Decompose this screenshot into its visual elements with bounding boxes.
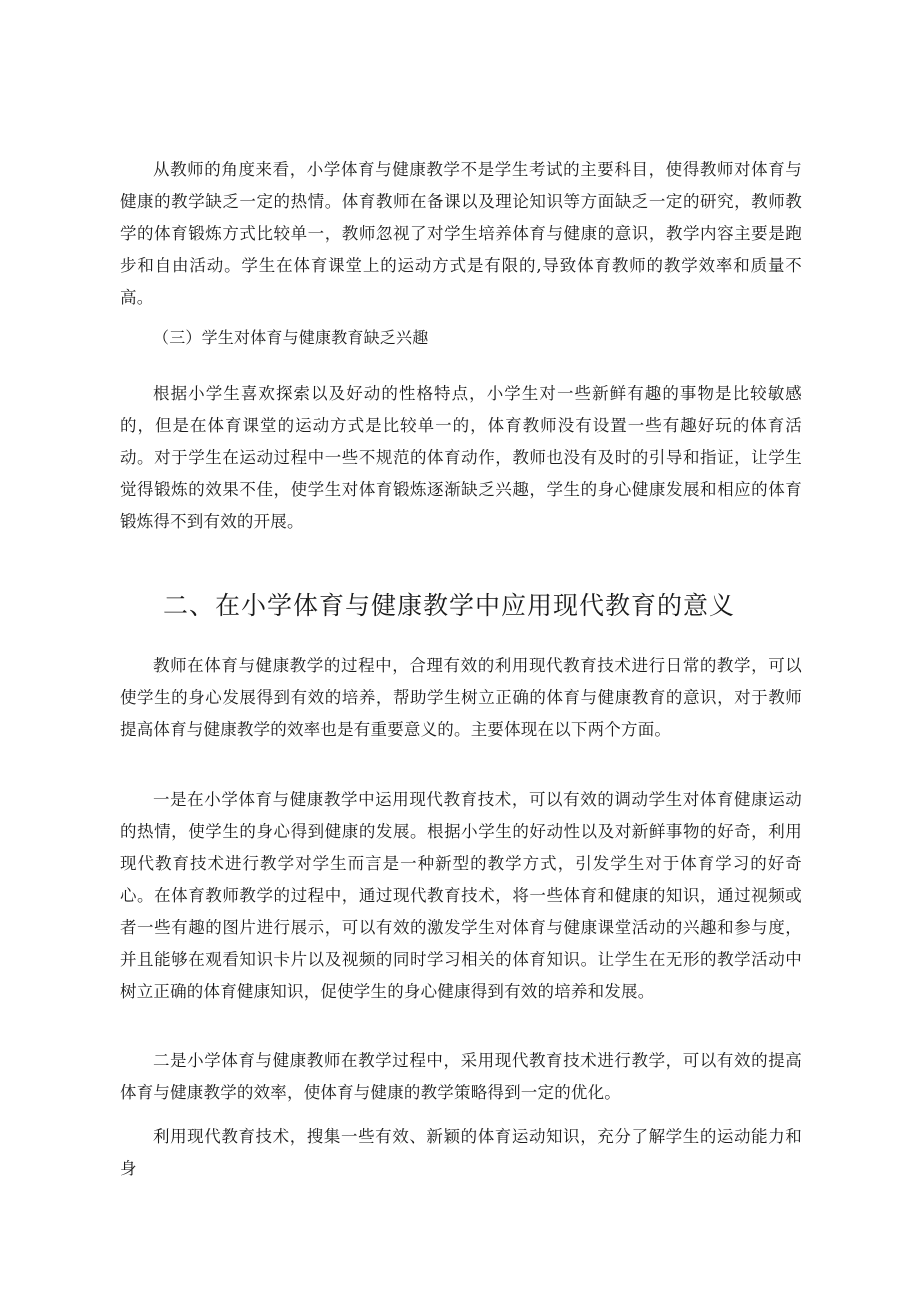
- body-paragraph: 从教师的角度来看，小学体育与健康教学不是学生考试的主要科目，使得教师对体育与健康的教学缺乏一定的热情。体育教师在备课以及理论知识等方面缺乏一定的研究，教师教学的体育锻炼方式比较单一，教师忽视了对学生培养体育与健康的意识，教学内容主要是跑步和自由活动。学生在体育课堂上的运动方式是有限的,导致体育教师的教学效率和质量不高。: [120, 160, 802, 307]
- body-paragraph: 根据小学生喜欢探索以及好动的性格特点，小学生对一些新鲜有趣的事物是比较敏感的，但是在体育课堂的运动方式是比较单一的，体育教师没有设置一些有趣好玩的体育活动。对于学生在运动过程中一些不规范的体育动作，教师也没有及时的引导和指证，让学生觉得锻炼的效果不佳，使学生对体育锻炼逐渐缺乏兴趣，学生的身心健康发展和相应的体育锻炼得不到有效的开展。: [120, 384, 802, 531]
- section-heading: 二、在小学体育与健康教学中应用现代教育的意义: [163, 591, 736, 620]
- body-paragraph: 二是小学体育与健康教师在教学过程中，采用现代教育技术进行教学，可以有效的提高体育与健康教学的效率，使体育与健康的教学策略得到一定的优化。: [120, 1051, 802, 1102]
- subheading: （三）学生对体育与健康教育缺乏兴趣: [153, 328, 429, 347]
- body-paragraph: 教师在体育与健康教学的过程中，合理有效的利用现代教育技术进行日常的教学，可以使学生的身心发展得到有效的培养，帮助学生树立正确的体育与健康教育的意识，对于教师提高体育与健康教学的效率也是有重要意义的。主要体现在以下两个方面。: [120, 656, 802, 739]
- body-paragraph: 利用现代教育技术，搜集一些有效、新颖的体育运动知识，充分了解学生的运动能力和身: [120, 1127, 802, 1178]
- body-paragraph: 一是在小学体育与健康教学中运用现代教育技术，可以有效的调动学生对体育健康运动的热情，使学生的身心得到健康的发展。根据小学生的好动性以及对新鲜事物的好奇，利用现代教育技术进行教学对学生而言是一种新型的教学方式，引发学生对于体育学习的好奇心。在体育教师教学的过程中，通过现代教育技术，将一些体育和健康的知识，通过视频或者一些有趣的图片进行展示，可以有效的激发学生对体育与健康课堂活动的兴趣和参与度，并且能够在观看知识卡片以及视频的同时学习相关的体育知识。让学生在无形的教学活动中树立正确的体育健康知识，促使学生的身心健康得到有效的培养和发展。: [120, 790, 802, 1001]
